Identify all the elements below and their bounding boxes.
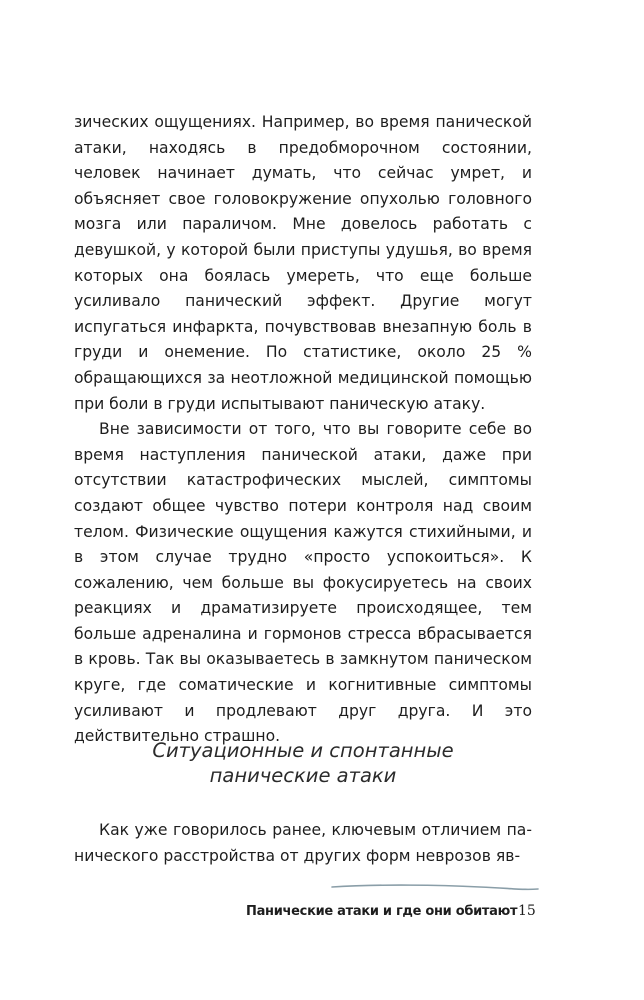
running-title: Панические атаки и где они обитают	[246, 904, 518, 919]
paragraph-3: Как уже говорилось ранее, ключевым отличием панического расстройства от других форм неврозов яв-	[74, 821, 532, 865]
footer-rule	[330, 881, 540, 895]
page-number: 15	[518, 903, 536, 919]
text-block-bottom	[74, 818, 532, 869]
paragraph-2: Вне зависимости от того, что вы говорите себе во время наступления панической атаки, даже при отсутствии катастрофических мыслей, симптомы создают общее чувство потери контроля над своим телом. Физические ощущения кажутся стихийными, и в этом случае трудно «просто успокоиться». К сожалению, чем больше вы фокусируетесь на своих реакциях и драматизируете происходящее, тем больше адреналина и гормонов стресса вбрасывается в кровь. Так вы оказываетесь в замкнутом паническом круге, где соматические и когнитивные симптомы усиливают и продлевают друг друга. И это действительно страшно.	[74, 420, 532, 746]
text-block-top	[74, 110, 532, 750]
section-heading	[74, 738, 532, 788]
section-heading-line-2: панические атаки	[209, 764, 397, 787]
section-heading-line-1: Ситуационные и спонтанные	[152, 739, 454, 762]
paragraph-1: зических ощущениях. Например, во время панической атаки, находясь в предобморочном состоянии, человек начинает думать, что сейчас умрет, и объясняет свое головокружение опухолью головного мозга или параличом. Мне довелось работать с девушкой, у которой были приступы удушья, во время которых она боялась умереть, что еще больше усиливало панический эффект. Другие могут испугаться инфаркта, почувствовав внезапную боль в груди и онемение. По статистике, около 25 % обращающихся за неотложной медицинской помощью при боли в груди испытывают паническую атаку.	[74, 113, 532, 413]
